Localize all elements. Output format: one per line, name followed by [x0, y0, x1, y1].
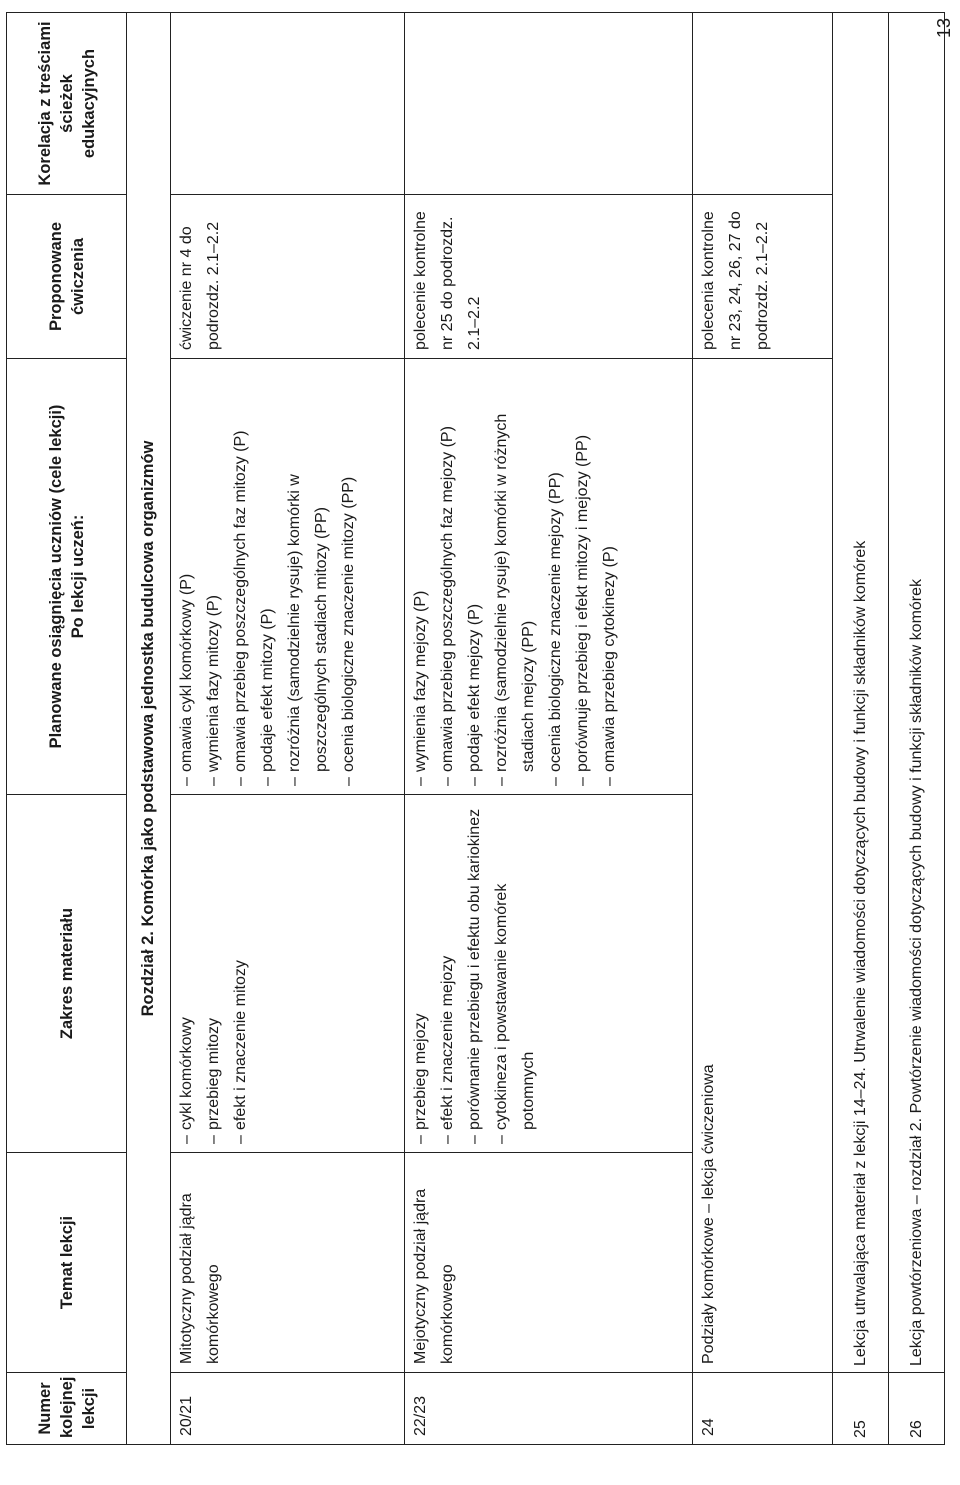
lesson-correlation	[405, 13, 693, 195]
header-scope: Zakres materiału	[7, 795, 127, 1153]
goal-item: – omawia przebieg poszczególnych faz mitozy (P)	[227, 367, 254, 786]
table-row	[889, 13, 945, 1445]
scope-item: – przebieg mitozy	[200, 803, 227, 1144]
lesson-scope	[171, 795, 405, 1153]
chapter-title: Rozdział 2. Komórka jako podstawowa jednostka budulcowa organizmów	[127, 13, 171, 1445]
table-row	[405, 13, 693, 1445]
goal-item: – ocenia biologiczne znaczenie mitozy (PP)	[335, 367, 362, 786]
lesson-exercises: polecenia kontrolne nr 23, 24, 26, 27 do podrozdz. 2.1–2.2	[693, 195, 833, 359]
header-topic: Temat lekcji	[7, 1153, 127, 1373]
goal-item: – omawia przebieg cytokinezy (P)	[596, 367, 623, 786]
goal-item: – omawia cykl komórkowy (P)	[173, 367, 200, 786]
lesson-topic: Mejotyczny podział jądra komórkowego	[405, 1153, 693, 1373]
goal-item: – podaje efekt mitozy (P)	[254, 367, 281, 786]
lesson-topic: Mitotyczny podział jądra komórkowego	[171, 1153, 405, 1373]
lesson-scope	[405, 795, 693, 1153]
table-row	[693, 13, 833, 1445]
lesson-correlation	[693, 13, 833, 195]
lesson-topic: Podziały komórkowe – lekcja ćwiczeniowa	[693, 359, 833, 1373]
header-goals-line2: Po lekcji uczeń:	[68, 514, 87, 639]
goal-item: – rozróżnia (samodzielnie rysuje) komórki w różnych stadiach mejozy (PP)	[488, 367, 542, 786]
summary-text: Lekcja utrwalająca materiał z lekcji 14–24. Utrwalenie wiadomości dotyczących budowy i funkcji składników komórek	[833, 13, 889, 1373]
goal-item: – omawia przebieg poszczególnych faz mejozy (P)	[434, 367, 461, 786]
table-row	[171, 13, 405, 1445]
lesson-exercises: polecenie kontrolne nr 25 do podrozdz. 2.1–2.2	[405, 195, 693, 359]
lesson-number: 22/23	[405, 1373, 693, 1445]
lesson-number: 25	[833, 1373, 889, 1445]
scope-item: – porównanie przebiegu i efektu obu kariokinez	[461, 803, 488, 1144]
lesson-goals	[171, 359, 405, 795]
lesson-goals	[405, 359, 693, 795]
scope-item: – efekt i znaczenie mejozy	[434, 803, 461, 1144]
header-correlation: Korelacja z treściami ścieżek edukacyjnych	[7, 13, 127, 195]
lesson-plan-table	[6, 12, 945, 1445]
table-row	[833, 13, 889, 1445]
header-row	[7, 13, 127, 1445]
goal-item: – porównuje przebieg i efekt mitozy i mejozy (PP)	[569, 367, 596, 786]
lesson-number: 24	[693, 1373, 833, 1445]
header-goals-line1: Planowane osiągnięcia uczniów (cele lekcji)	[46, 404, 65, 749]
goal-item: – wymienia fazy mitozy (P)	[200, 367, 227, 786]
scope-item: – przebieg mejozy	[407, 803, 434, 1144]
page-number: 13	[934, 17, 954, 38]
goal-item: – wymienia fazy mejozy (P)	[407, 367, 434, 786]
lesson-number: 26	[889, 1373, 945, 1445]
scope-item: – cytokineza i powstawanie komórek potomnych	[488, 803, 542, 1144]
header-goals	[7, 359, 127, 795]
scope-item: – cykl komórkowy	[173, 803, 200, 1144]
goal-item: – podaje efekt mejozy (P)	[461, 367, 488, 786]
header-number: Numer kolejnej lekcji	[7, 1373, 127, 1445]
lesson-number: 20/21	[171, 1373, 405, 1445]
chapter-row	[127, 13, 171, 1445]
summary-text: Lekcja powtórzeniowa – rozdział 2. Powtórzenie wiadomości dotyczących budowy i funkcji składników komórek	[889, 13, 945, 1373]
scope-item: – efekt i znaczenie mitozy	[227, 803, 254, 1144]
lesson-exercises: ćwiczenie nr 4 do podrozdz. 2.1–2.2	[171, 195, 405, 359]
header-exercises: Proponowane ćwiczenia	[7, 195, 127, 359]
goal-item: – ocenia biologiczne znaczenie mejozy (PP)	[542, 367, 569, 786]
goal-item: – rozróżnia (samodzielnie rysuje) komórki w poszczególnych stadiach mitozy (PP)	[281, 367, 335, 786]
lesson-correlation	[171, 13, 405, 195]
